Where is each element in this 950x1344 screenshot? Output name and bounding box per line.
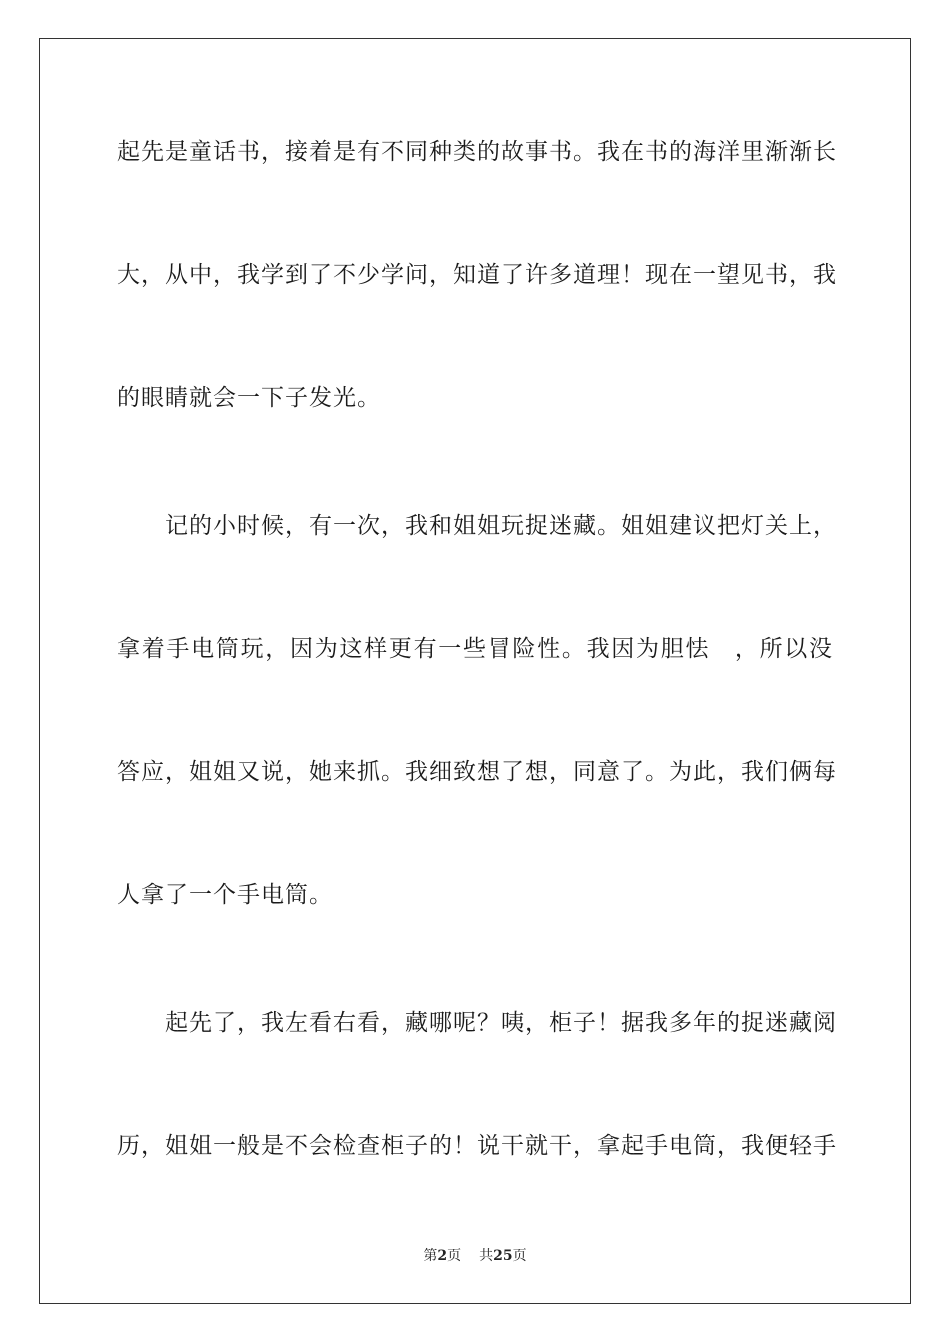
total-prefix: 共 xyxy=(479,1248,494,1264)
total-suffix: 页 xyxy=(512,1248,527,1264)
paragraph-start-line: 起先了，我左看右看，藏哪呢？咦，柜子！据我多年的捉迷藏阅 xyxy=(165,1010,837,1036)
text-line: 人拿了一个手电筒。 xyxy=(117,882,333,908)
text-line: 答应，姐姐又说，她来抓。我细致想了想，同意了。为此，我们俩每 xyxy=(117,759,837,785)
text-line: 历，姐姐一般是不会检查柜子的！说干就干，拿起手电筒，我便轻手 xyxy=(117,1133,837,1159)
page-footer xyxy=(0,1247,950,1265)
page-suffix: 页 xyxy=(447,1248,462,1264)
text-line: 的眼睛就会一下子发光。 xyxy=(117,385,381,411)
page-border xyxy=(39,38,911,1304)
paragraph-start-line: 记的小时候，有一次，我和姐姐玩捉迷藏。姐姐建议把灯关上， xyxy=(165,513,837,539)
total-pages: 25 xyxy=(493,1248,513,1264)
page-prefix: 第 xyxy=(423,1248,438,1264)
page-number: 2 xyxy=(437,1248,448,1264)
text-line: 大，从中，我学到了不少学问，知道了许多道理！现在一望见书，我 xyxy=(117,262,837,288)
text-line: 拿着手电筒玩，因为这样更有一些冒险性。我因为胆怯 ，所以没 xyxy=(117,636,833,662)
text-line: 起先是童话书，接着是有不同种类的故事书。我在书的海洋里渐渐长 xyxy=(117,139,837,165)
